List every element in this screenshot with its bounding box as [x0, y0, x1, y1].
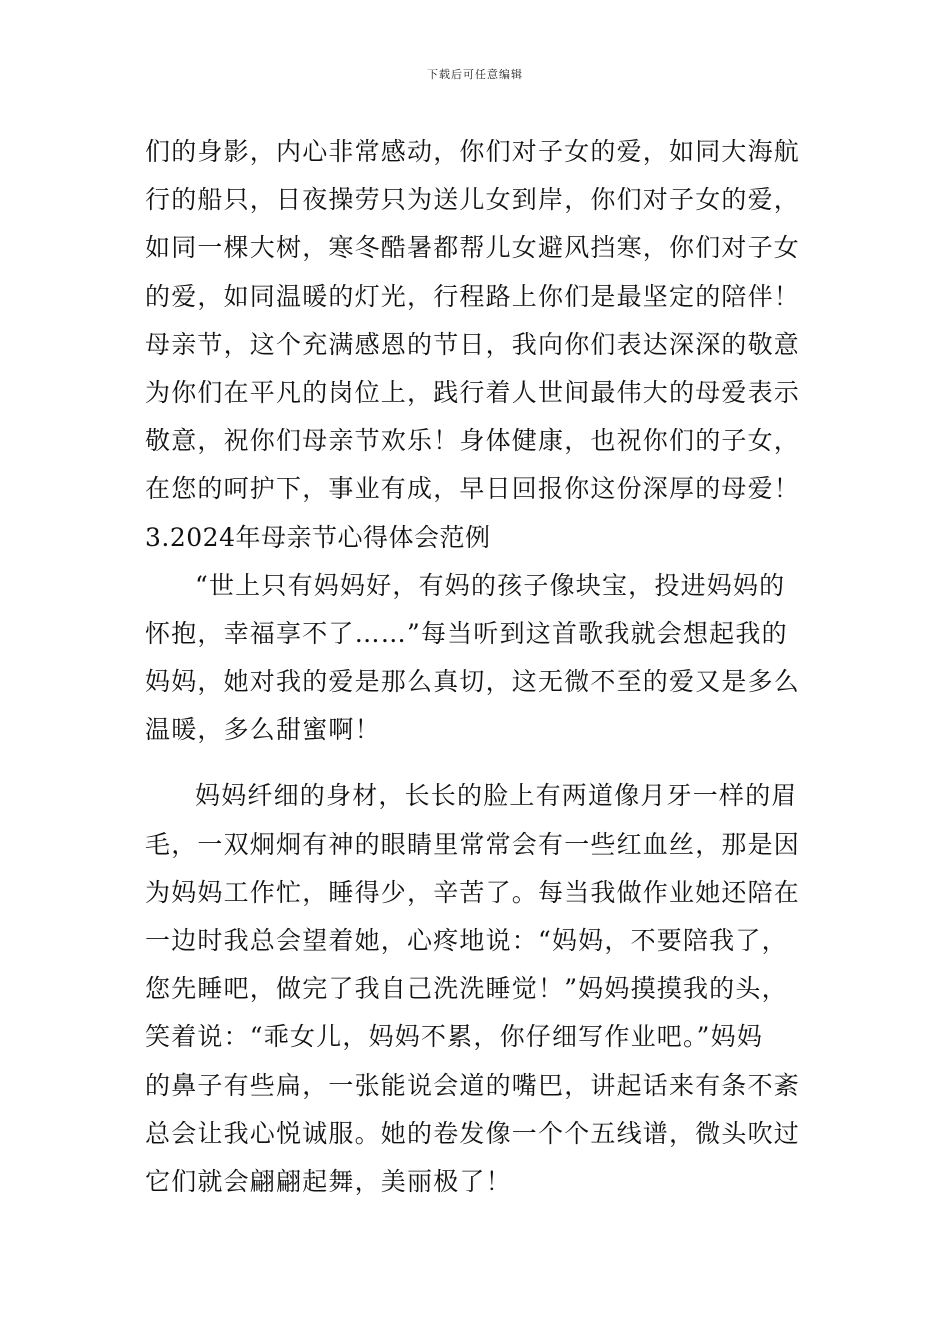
- text-line: 温暖，多么甜蜜啊！: [145, 715, 381, 745]
- paragraph-gap: [145, 754, 810, 772]
- text-line: 怀抱，幸福享不了……”每当听到这首歌我就会想起我的: [145, 618, 788, 648]
- text-line: “世上只有妈妈好，有妈的孩子像块宝，投进妈妈的: [195, 570, 786, 600]
- text-line: 妈妈纤细的身材，长长的脸上有两道像月牙一样的眉: [195, 781, 798, 811]
- text-line: 的爱，如同温暖的灯光，行程路上你们是最坚定的陪伴！: [145, 281, 801, 311]
- paragraph-1: [145, 128, 810, 514]
- text-line: 行的船只，日夜操劳只为送儿女到岸，你们对子女的爱，: [145, 185, 801, 215]
- text-line: 笑着说：“乖女儿，妈妈不累，你仔细写作业吧。”妈妈: [145, 1022, 764, 1052]
- text-line: 的鼻子有些扁，一张能说会道的嘴巴，讲起话来有条不紊: [145, 1070, 801, 1100]
- header-note: 下载后可任意编辑: [427, 68, 523, 81]
- text-line: 在您的呵护下，事业有成，早日回报你这份深厚的母爱！: [145, 474, 801, 504]
- text-line: 总会让我心悦诚服。她的卷发像一个个五线谱，微头吹过: [145, 1118, 801, 1148]
- paragraph-2: [145, 562, 810, 755]
- text-line: 如同一棵大树，寒冬酷暑都帮儿女避风挡寒，你们对子女: [145, 233, 801, 263]
- text-line: 母亲节，这个充满感恩的节日，我向你们表达深深的敬意: [145, 329, 801, 359]
- text-line: 为你们在平凡的岗位上，践行着人世间最伟大的母爱表示: [145, 377, 801, 407]
- document-body: [145, 128, 810, 1206]
- text-line: 妈妈，她对我的爱是那么真切，这无微不至的爱又是多么: [145, 667, 801, 697]
- section-heading: 3.2024年母亲节心得体会范例: [145, 522, 491, 552]
- text-line: 您先睡吧，做完了我自己洗洗睡觉！”妈妈摸摸我的头，: [145, 974, 788, 1004]
- text-line: 敬意，祝你们母亲节欢乐！身体健康，也祝你们的子女，: [145, 426, 801, 456]
- text-line: 为妈妈工作忙，睡得少，辛苦了。每当我做作业她还陪在: [145, 877, 801, 907]
- paragraph-3: [145, 772, 810, 1206]
- text-line: 它们就会翩翩起舞，美丽极了！: [145, 1166, 512, 1196]
- text-line: 一边时我总会望着她，心疼地说：“妈妈，不要陪我了，: [145, 926, 788, 955]
- text-line: 毛，一双炯炯有神的眼睛里常常会有一些红血丝，那是因: [145, 829, 801, 859]
- text-line: 们的身影，内心非常感动，你们对子女的爱，如同大海航: [145, 137, 801, 166]
